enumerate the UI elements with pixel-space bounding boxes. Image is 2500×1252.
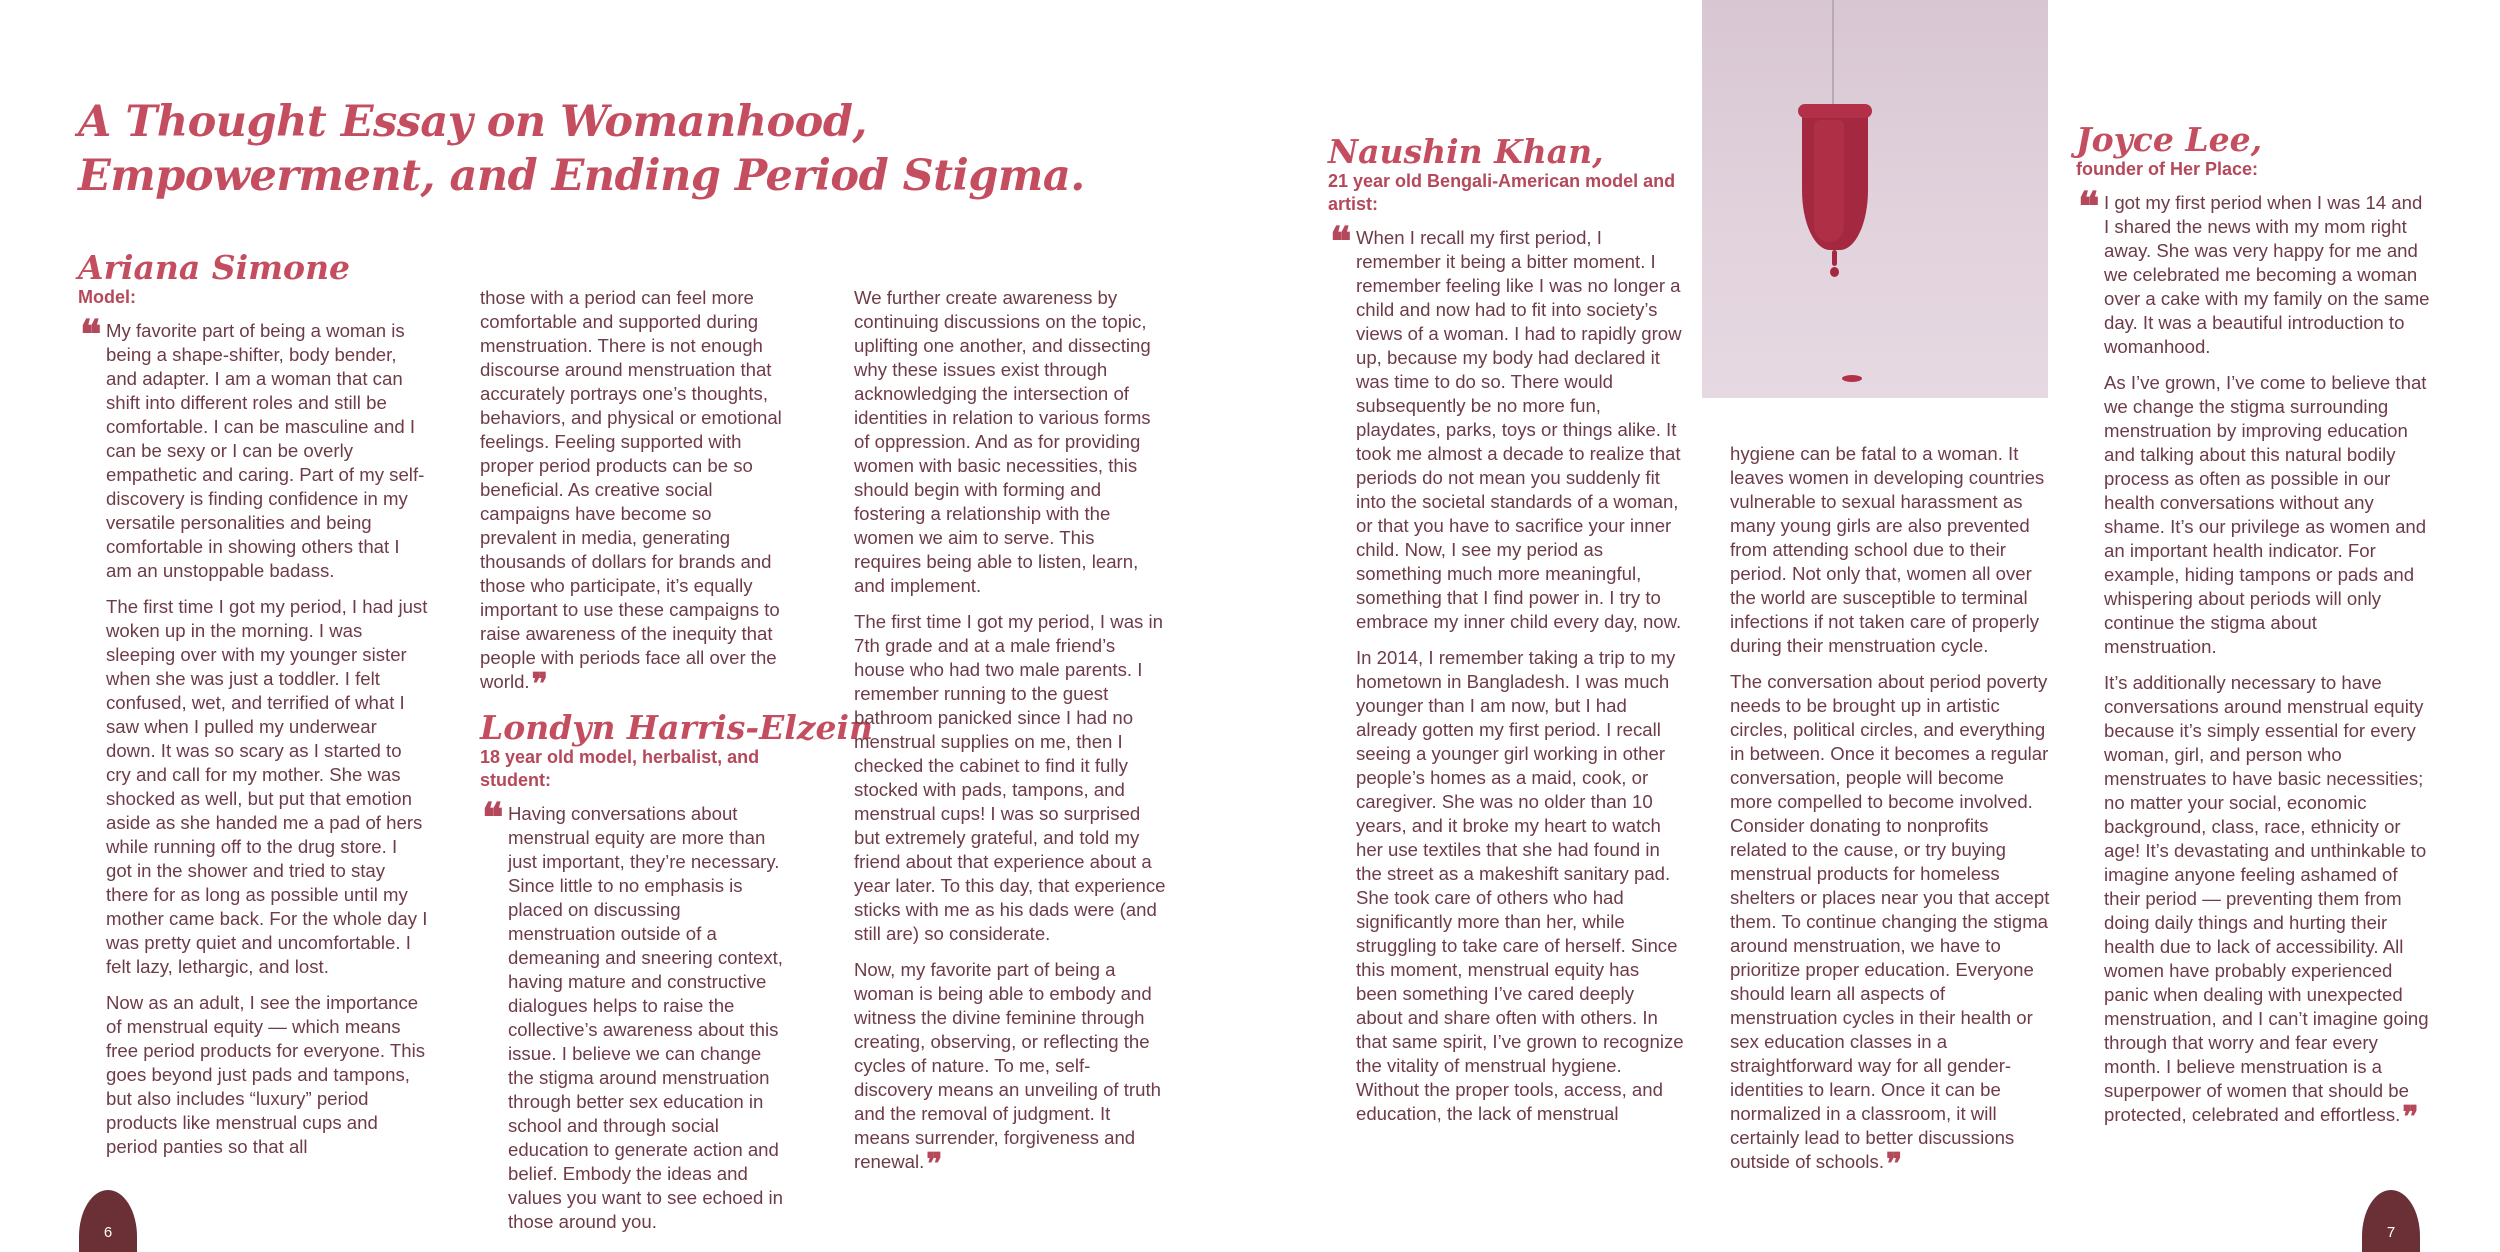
londyn-role: 18 year old model, herbalist, and student:	[480, 747, 760, 790]
londyn-quote-1	[480, 794, 790, 1234]
photo-splash	[1842, 375, 1862, 382]
naushin-name: Naushin Khan,	[1328, 132, 1604, 171]
open-quote-icon: ❝	[482, 794, 504, 841]
londyn-quote-end	[854, 958, 1166, 1182]
joyce-name: Joyce Lee,	[2076, 120, 2263, 159]
page-number-right	[2362, 1190, 2420, 1252]
close-quote-icon: ❞	[1886, 1147, 1903, 1182]
open-quote-icon: ❝	[2078, 183, 2100, 230]
column-3	[854, 286, 1166, 1186]
open-quote-icon: ❝	[1330, 218, 1352, 265]
ariana-paragraph-4: those with a period can feel more comfortable and supported during menstruation. There is not enough discourse around menstruation that accurately portrays one’s thoughts, behaviors, and physical or emotional feelings. Feeling supported with proper period products can be so beneficial. As creative social campaigns have become so prevalent in media, generating thousands of dollars for brands and those who participate, it’s equally important to use these campaigns to raise awareness of the inequity that people with periods face all over the world.	[480, 287, 782, 692]
title-line-2: Empowerment, and Ending Period Stigma.	[78, 151, 1085, 201]
joyce-paragraph-2: As I’ve grown, I’ve come to believe that we change the stigma surrounding menstruation by improving education and talking about this natural bodily process as often as possible in our health conversations without any shame. It’s our privilege as women and an important health indicator. For example, hiding tampons or pads and whispering about periods will only continue the stigma about menstruation.	[2104, 372, 2427, 657]
naushin-paragraph-3: hygiene can be fatal to a woman. It leaves women in developing countries vulnerable to sexual harassment as many young girls are also prevented from attending school due to their period. Not only that, women all over the world are susceptible to terminal infections if not taken care of properly during their menstruation cycle.	[1730, 443, 2045, 656]
photo-drop	[1830, 267, 1839, 277]
ariana-quote-1	[78, 311, 428, 583]
close-quote-icon: ❞	[2402, 1100, 2419, 1135]
photo-string	[1832, 0, 1834, 110]
joyce-quote-end	[2076, 671, 2432, 1135]
ariana-quote-end	[480, 286, 790, 702]
naushin-paragraph-1: When I recall my first period, I remember it being a bitter moment. I remember feeling like I was no longer a child and now had to fit into society’s views of a woman. I had to rapidly grow up, because my body had declared it was time to do so. There would subsequently be no more fun, playdates, parks, toys or things alike. It took me almost a decade to realize that periods do not mean you suddenly fit into the societal standards of a woman, or that you have to sacrifice your inner child. Now, I see my period as something much more meaningful, something that I find power in. I try to embrace my inner child every day, now.	[1356, 227, 1682, 632]
page-number-right-label: 7	[2386, 1224, 2396, 1241]
column-6	[2076, 122, 2432, 1139]
londyn-paragraph-1: Having conversations about menstrual equity are more than just important, they’re necessary. Since little to no emphasis is placed on discussing menstruation outside of a demeaning and sneering context, having mature and constructive dialogues helps to raise the collective’s awareness about this issue. I believe we can change the stigma around menstruation through better sex education in school and through social education to generate action and belief. Embody the ideas and values you want to see echoed in those around you.	[508, 803, 783, 1232]
photo-drip	[1832, 250, 1837, 266]
joyce-paragraph-3: It’s additionally necessary to have conversations around menstrual equity because it’s simply essential for every woman, girl, and person who menstruates to have basic necessities; no matter your social, economic background, class, race, ethnicity or age! It’s devastating and unthinkable to imagine anyone feeling ashamed of their period — preventing them from doing daily things and hurting their health due to lack of accessibility. All women have probably experienced panic when dealing with unexpected menstruation, and I can’t imagine going through that worry and fear every month. I believe menstruation is a superpower of women that should be protected, celebrated and effortless.	[2104, 672, 2429, 1125]
column-4	[1328, 134, 1684, 1138]
close-quote-icon: ❞	[926, 1147, 943, 1182]
essay-title	[78, 95, 1085, 203]
naushin-quote-1	[1328, 218, 1684, 634]
naushin-role: 21 year old Bengali-American model and artist:	[1328, 171, 1676, 214]
ariana-paragraph-3: Now as an adult, I see the importance of menstrual equity — which means free period products for everyone. This goes beyond just pads and tampons, but also includes “luxury” period products like menstrual cups and period panties so that all	[106, 992, 426, 1157]
column-5	[1730, 442, 2050, 1186]
joyce-quote-1	[2076, 183, 2432, 359]
ariana-paragraph-2: The first time I got my period, I had just woken up in the morning. I was sleeping over with my younger sister when she was just a toddler. I felt confused, wet, and terrified of what I saw when I pulled my underwear down. It was so scary as I started to cry and call for my mother. She was shocked as well, but put that emotion aside as she handed me a pad of hers while running off to the drug store. I got in the shower and tried to stay there for as long as possible until my mother came back. For the whole day I was pretty quiet and uncomfortable. I felt lazy, lethargic, and lost.	[106, 596, 428, 977]
page-number-left-label: 6	[103, 1224, 113, 1241]
photo-pad-shade	[1814, 120, 1844, 242]
column-2	[480, 286, 874, 1246]
hanging-pad-photo	[1702, 0, 2048, 398]
column-1	[78, 250, 428, 1171]
londyn-name: Londyn Harris-Elzein	[480, 708, 874, 747]
title-line-1: A Thought Essay on Womanhood,	[78, 97, 867, 147]
joyce-paragraph-1: I got my first period when I was 14 and I shared the news with my mom right away. She was very happy for me and we celebrated me becoming a woman over a cake with my family on the same day. It was a beautiful introduction to womanhood.	[2104, 192, 2430, 357]
close-quote-icon: ❞	[531, 667, 548, 702]
open-quote-icon: ❝	[80, 311, 102, 358]
naushin-quote-end	[1730, 670, 2050, 1182]
ariana-role: Model:	[78, 287, 136, 307]
londyn-paragraph-4: Now, my favorite part of being a woman is being able to embody and witness the divine feminine through creating, observing, or reflecting the cycles of nature. To me, self-discovery means an unveiling of truth and the removal of judgment. It means surrender, forgiveness and renewal.	[854, 959, 1161, 1172]
ariana-paragraph-1: My favorite part of being a woman is being a shape-shifter, body bender, and adapter. I am a woman that can shift into different roles and still be comfortable. I can be masculine and I can be sexy or I can be overly empathetic and caring. Part of my self-discovery is finding confidence in my versatile personalities and being comfortable in showing others that I am an unstoppable badass.	[106, 320, 425, 581]
naushin-paragraph-2: In 2014, I remember taking a trip to my hometown in Bangladesh. I was much younger than I am now, but I had already gotten my first period. I recall seeing a younger girl working in other people’s homes as a maid, cook, or caregiver. She was no older than 10 years, and it broke my heart to watch her use textiles that she had found in the street as a makeshift sanitary pad. She took care of others who had significantly more than her, while struggling to take care of herself. Since this moment, menstrual equity has been something I’ve cared deeply about and share often with others. In that same spirit, I’ve grown to recognize the vitality of menstrual hygiene. Without the proper tools, access, and education, the lack of menstrual	[1356, 647, 1684, 1124]
page-number-left	[79, 1190, 137, 1252]
ariana-name: Ariana Simone	[78, 248, 351, 287]
joyce-role: founder of Her Place:	[2076, 159, 2259, 179]
londyn-paragraph-2: We further create awareness by continuing discussions on the topic, uplifting one another, and dissecting why these issues exist through acknowledging the intersection of identities in relation to various forms of oppression. And as for providing women with basic necessities, this should begin with forming and fostering a relationship with the women we aim to serve. This requires being able to listen, learn, and implement.	[854, 287, 1151, 596]
photo-pad-top	[1798, 104, 1872, 118]
naushin-paragraph-4: The conversation about period poverty needs to be brought up in artistic circles, political circles, and everything in between. Once it becomes a regular conversation, people will become more compelled to become involved. Consider donating to nonprofits related to the cause, or try buying menstrual products for homeless shelters or places near you that accept them. To continue changing the stigma around menstruation, we have to prioritize proper education. Everyone should learn all aspects of menstruation cycles in their health or sex education classes in a straightforward way for all gender-identities to learn. Once it can be normalized in a classroom, it will certainly lead to better discussions outside of schools.	[1730, 671, 2050, 1172]
londyn-paragraph-3: The first time I got my period, I was in 7th grade and at a male friend’s house who had two male parents. I remember running to the guest bathroom panicked since I had no menstrual supplies on me, then I checked the cabinet to find it fully stocked with pads, tampons, and menstrual cups! I was so surprised but extremely grateful, and told my friend about that experience about a year later. To this day, that experience sticks with me as his dads were (and still are) so considerate.	[854, 611, 1166, 944]
